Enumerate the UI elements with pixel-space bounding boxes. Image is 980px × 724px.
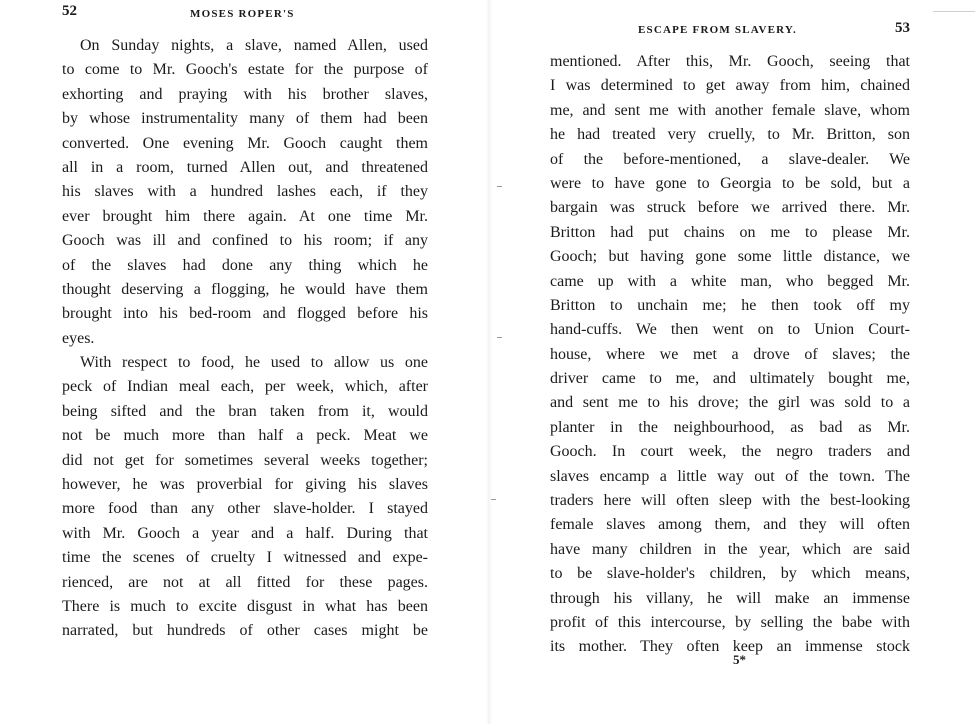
text-line: With respect to food, he used to allow us one [80, 354, 428, 372]
left-running-head: MOSES ROPER'S [190, 8, 295, 20]
left-page-number: 52 [62, 3, 77, 19]
text-line: his slaves with a hundred lashes each, if they [62, 183, 428, 201]
left-text-block [62, 34, 428, 644]
text-line: of the before-mentioned, a slave-dealer. We [550, 150, 910, 168]
text-line: more food than any other slave-holder. I stayed [62, 500, 428, 518]
text-line: thought deserving a flogging, he would have them [62, 280, 428, 298]
right-page-number: 53 [895, 20, 910, 36]
text-line: have many children in the year, which are said [550, 540, 910, 558]
right-running-head: ESCAPE FROM SLAVERY. [638, 24, 798, 36]
text-line: Gooch. In court week, the negro traders and [550, 443, 910, 461]
text-line: he had treated very cruelly, to Mr. Britton, son [550, 126, 910, 144]
text-line: and sent me to his drove; the girl was sold to a [550, 394, 910, 412]
text-line: There is much to excite disgust in what has been [62, 597, 428, 615]
text-line: to come to Mr. Gooch's estate for the purpose of [62, 61, 428, 79]
signature-mark: 5* [733, 652, 746, 667]
text-line: house, where we met a drove of slaves; the [550, 345, 910, 363]
text-line: being sifted and the bran taken from it, would [62, 402, 428, 420]
text-line: I was determined to get away from him, chained [550, 77, 910, 95]
text-line: narrated, but hundreds of other cases might be [62, 622, 428, 640]
text-line: On Sunday nights, a slave, named Allen, used [80, 37, 428, 54]
text-line: time the scenes of cruelty I witnessed and expe- [62, 549, 428, 567]
text-line: of the slaves had done any thing which he [62, 256, 428, 274]
text-line: Gooch; but having gone some little distance, we [550, 248, 910, 266]
text-line: Gooch was ill and confined to his room; if any [62, 232, 428, 250]
text-line: Britton to unchain me; he then took off my [550, 296, 910, 314]
ink-speck [497, 186, 502, 187]
text-line: not be much more than half a peck. Meat we [62, 427, 428, 445]
text-line: female slaves among them, and they will often [550, 516, 910, 534]
text-line: profit of this intercourse, by selling the babe with [550, 613, 910, 631]
text-line: brought into his bed-room and flogged before his [62, 305, 428, 323]
text-line: all in a room, turned Allen out, and threatened [62, 158, 428, 176]
text-line: with Mr. Gooch a year and a half. During that [62, 524, 428, 542]
text-line: exhorting and praying with his brother slaves, [62, 85, 428, 103]
text-line: converted. One evening Mr. Gooch caught them [62, 134, 428, 152]
text-line: Britton had put chains on me to please Mr. [550, 223, 910, 241]
text-line: through his villany, he will make an immense [550, 589, 910, 607]
text-line: by whose instrumentality many of them had been [62, 110, 428, 128]
text-line: to be slave-holder's children, by which means, [550, 565, 910, 583]
text-line: peck of Indian meal each, per week, which, after [62, 378, 428, 396]
right-text-block [550, 50, 910, 660]
text-line: planter in the neighbourhood, as bad as Mr. [550, 418, 910, 436]
text-line: driver came to me, and ultimately bought me, [550, 370, 910, 388]
text-line: mentioned. After this, Mr. Gooch, seeing that [550, 53, 910, 70]
text-line: came up with a white man, who begged Mr. [550, 272, 910, 290]
text-line: slaves encamp a little way out of the town. The [550, 467, 910, 485]
ink-speck [933, 11, 975, 12]
text-line: traders here will often sleep with the best-looking [550, 492, 910, 510]
right-page [490, 0, 980, 724]
text-line: hand-cuffs. We then went on to Union Court- [550, 321, 910, 339]
text-line: were to have gone to Georgia to be sold, but a [550, 174, 910, 192]
text-line: did not get for sometimes several weeks together; [62, 451, 428, 469]
text-line: bargain was struck before we arrived there. Mr. [550, 199, 910, 217]
text-line: rienced, are not at all fitted for these pages. [62, 573, 428, 591]
text-line: ever brought him there again. At one time Mr. [62, 207, 428, 225]
text-line: eyes. [62, 329, 95, 347]
text-line: its mother. They often keep an immense stock [550, 638, 910, 656]
ink-speck [497, 337, 502, 338]
ink-speck [491, 499, 496, 500]
text-line: me, and sent me with another female slave, whom [550, 101, 910, 119]
text-line: however, he was proverbial for giving his slaves [62, 476, 428, 494]
